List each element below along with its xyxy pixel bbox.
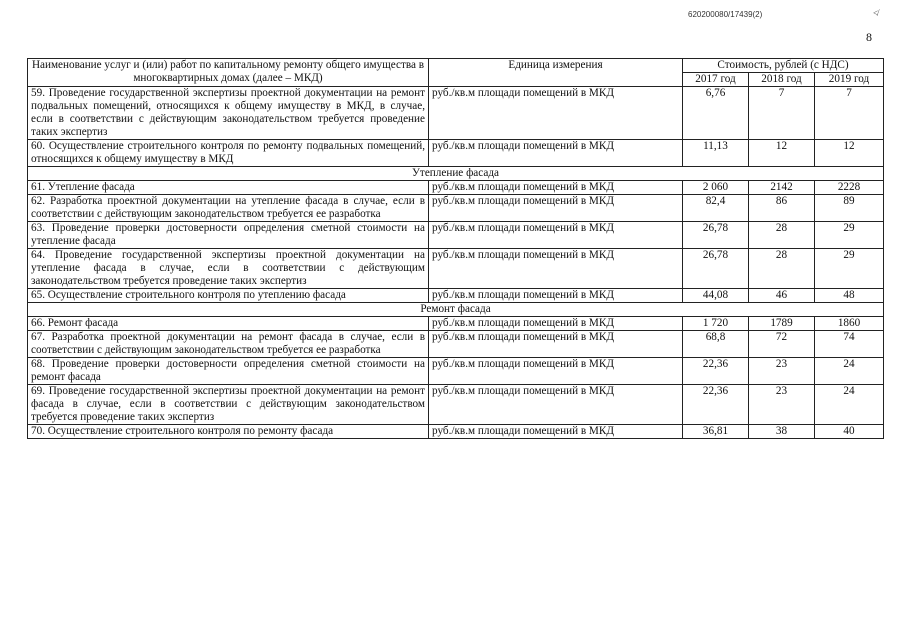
header-cost: Стоимость, рублей (с НДС) xyxy=(683,59,884,73)
service-name: 59. Проведение государственной экспертизы проектной документации на ремонт подвальных помещений, относящихся к общему имуществу в МКД, в случае, если в соответствии с действующим законодательством требуется проведение таких экспертиз xyxy=(28,87,429,140)
cost-2018: 7 xyxy=(749,87,815,140)
cost-2017: 1 720 xyxy=(683,317,749,331)
header-unit: Единица измерения xyxy=(429,59,683,87)
cost-2018: 12 xyxy=(749,140,815,167)
unit-cell: руб./кв.м площади помещений в МКД xyxy=(429,425,683,439)
cost-2019: 7 xyxy=(815,87,884,140)
cost-2019: 24 xyxy=(815,385,884,425)
cost-2017: 44,08 xyxy=(683,289,749,303)
service-name: 61. Утепление фасада xyxy=(28,181,429,195)
cost-2017: 6,76 xyxy=(683,87,749,140)
cost-2017: 26,78 xyxy=(683,249,749,289)
cost-2019: 24 xyxy=(815,358,884,385)
cost-2019: 2228 xyxy=(815,181,884,195)
table-body xyxy=(28,87,884,439)
page-number: 8 xyxy=(866,30,872,44)
cost-2019: 12 xyxy=(815,140,884,167)
unit-cell: руб./кв.м площади помещений в МКД xyxy=(429,289,683,303)
cost-2017: 11,13 xyxy=(683,140,749,167)
cost-2019: 40 xyxy=(815,425,884,439)
cost-2019: 48 xyxy=(815,289,884,303)
cost-2019: 74 xyxy=(815,331,884,358)
unit-cell: руб./кв.м площади помещений в МКД xyxy=(429,331,683,358)
unit-cell: руб./кв.м площади помещений в МКД xyxy=(429,385,683,425)
cost-2017: 26,78 xyxy=(683,222,749,249)
cost-2018: 72 xyxy=(749,331,815,358)
table-row xyxy=(28,358,884,385)
section-title: Утепление фасада xyxy=(28,167,884,181)
document-id: 620200080/17439(2) xyxy=(688,10,763,19)
table-row xyxy=(28,385,884,425)
cost-table xyxy=(27,58,884,439)
service-name: 60. Осуществление строительного контроля по ремонту подвальных помещений, относящихся к общему имуществу в МКД xyxy=(28,140,429,167)
cost-2017: 22,36 xyxy=(683,385,749,425)
table-row xyxy=(28,289,884,303)
cost-2018: 2142 xyxy=(749,181,815,195)
cost-2018: 28 xyxy=(749,222,815,249)
cost-2018: 28 xyxy=(749,249,815,289)
table-row xyxy=(28,425,884,439)
table-row xyxy=(28,195,884,222)
table-row xyxy=(28,87,884,140)
cost-2019: 1860 xyxy=(815,317,884,331)
service-name: 66. Ремонт фасада xyxy=(28,317,429,331)
section-row xyxy=(28,303,884,317)
service-name: 68. Проведение проверки достоверности определения сметной стоимости на ремонт фасада xyxy=(28,358,429,385)
cost-2019: 29 xyxy=(815,249,884,289)
unit-cell: руб./кв.м площади помещений в МКД xyxy=(429,222,683,249)
cost-2018: 23 xyxy=(749,358,815,385)
table-row xyxy=(28,181,884,195)
service-name: 70. Осуществление строительного контроля по ремонту фасада xyxy=(28,425,429,439)
service-name: 64. Проведение государственной экспертизы проектной документации на утепление фасада в случае, если в соответствии с действующим законодательством требуется проведение таких экспертиз xyxy=(28,249,429,289)
header-year-2017: 2017 год xyxy=(683,73,749,87)
cost-2018: 46 xyxy=(749,289,815,303)
cost-2017: 68,8 xyxy=(683,331,749,358)
table-row xyxy=(28,140,884,167)
header-service: Наименование услуг и (или) работ по капитальному ремонту общего имущества в многоквартирных домах (далее – МКД) xyxy=(28,59,429,87)
cost-2018: 86 xyxy=(749,195,815,222)
table-row xyxy=(28,222,884,249)
unit-cell: руб./кв.м площади помещений в МКД xyxy=(429,317,683,331)
table-row xyxy=(28,331,884,358)
header-year-2019: 2019 год xyxy=(815,73,884,87)
unit-cell: руб./кв.м площади помещений в МКД xyxy=(429,140,683,167)
cost-2019: 29 xyxy=(815,222,884,249)
service-name: 63. Проведение проверки достоверности определения сметной стоимости на утепление фасада xyxy=(28,222,429,249)
cost-2018: 1789 xyxy=(749,317,815,331)
service-name: 69. Проведение государственной экспертизы проектной документации на ремонт фасада в случае, если в соответствии с действующим законодательством требуется проведение таких экспертиз xyxy=(28,385,429,425)
unit-cell: руб./кв.м площади помещений в МКД xyxy=(429,195,683,222)
cost-2017: 22,36 xyxy=(683,358,749,385)
cost-2018: 38 xyxy=(749,425,815,439)
unit-cell: руб./кв.м площади помещений в МКД xyxy=(429,181,683,195)
unit-cell: руб./кв.м площади помещений в МКД xyxy=(429,358,683,385)
service-name: 67. Разработка проектной документации на ремонт фасада в случае, если в соответствии с действующим законодательством требуется ее разработка xyxy=(28,331,429,358)
service-name: 65. Осуществление строительного контроля по утеплению фасада xyxy=(28,289,429,303)
cost-2017: 2 060 xyxy=(683,181,749,195)
header-year-2018: 2018 год xyxy=(749,73,815,87)
cost-2018: 23 xyxy=(749,385,815,425)
unit-cell: руб./кв.м площади помещений в МКД xyxy=(429,249,683,289)
cost-2019: 89 xyxy=(815,195,884,222)
cost-2017: 36,81 xyxy=(683,425,749,439)
cost-2017: 82,4 xyxy=(683,195,749,222)
table-row xyxy=(28,249,884,289)
table-row xyxy=(28,317,884,331)
unit-cell: руб./кв.м площади помещений в МКД xyxy=(429,87,683,140)
corner-mark: ≮ xyxy=(873,8,879,18)
section-title: Ремонт фасада xyxy=(28,303,884,317)
service-name: 62. Разработка проектной документации на утепление фасада в случае, если в соответствии с действующим законодательством требуется ее разработка xyxy=(28,195,429,222)
section-row xyxy=(28,167,884,181)
